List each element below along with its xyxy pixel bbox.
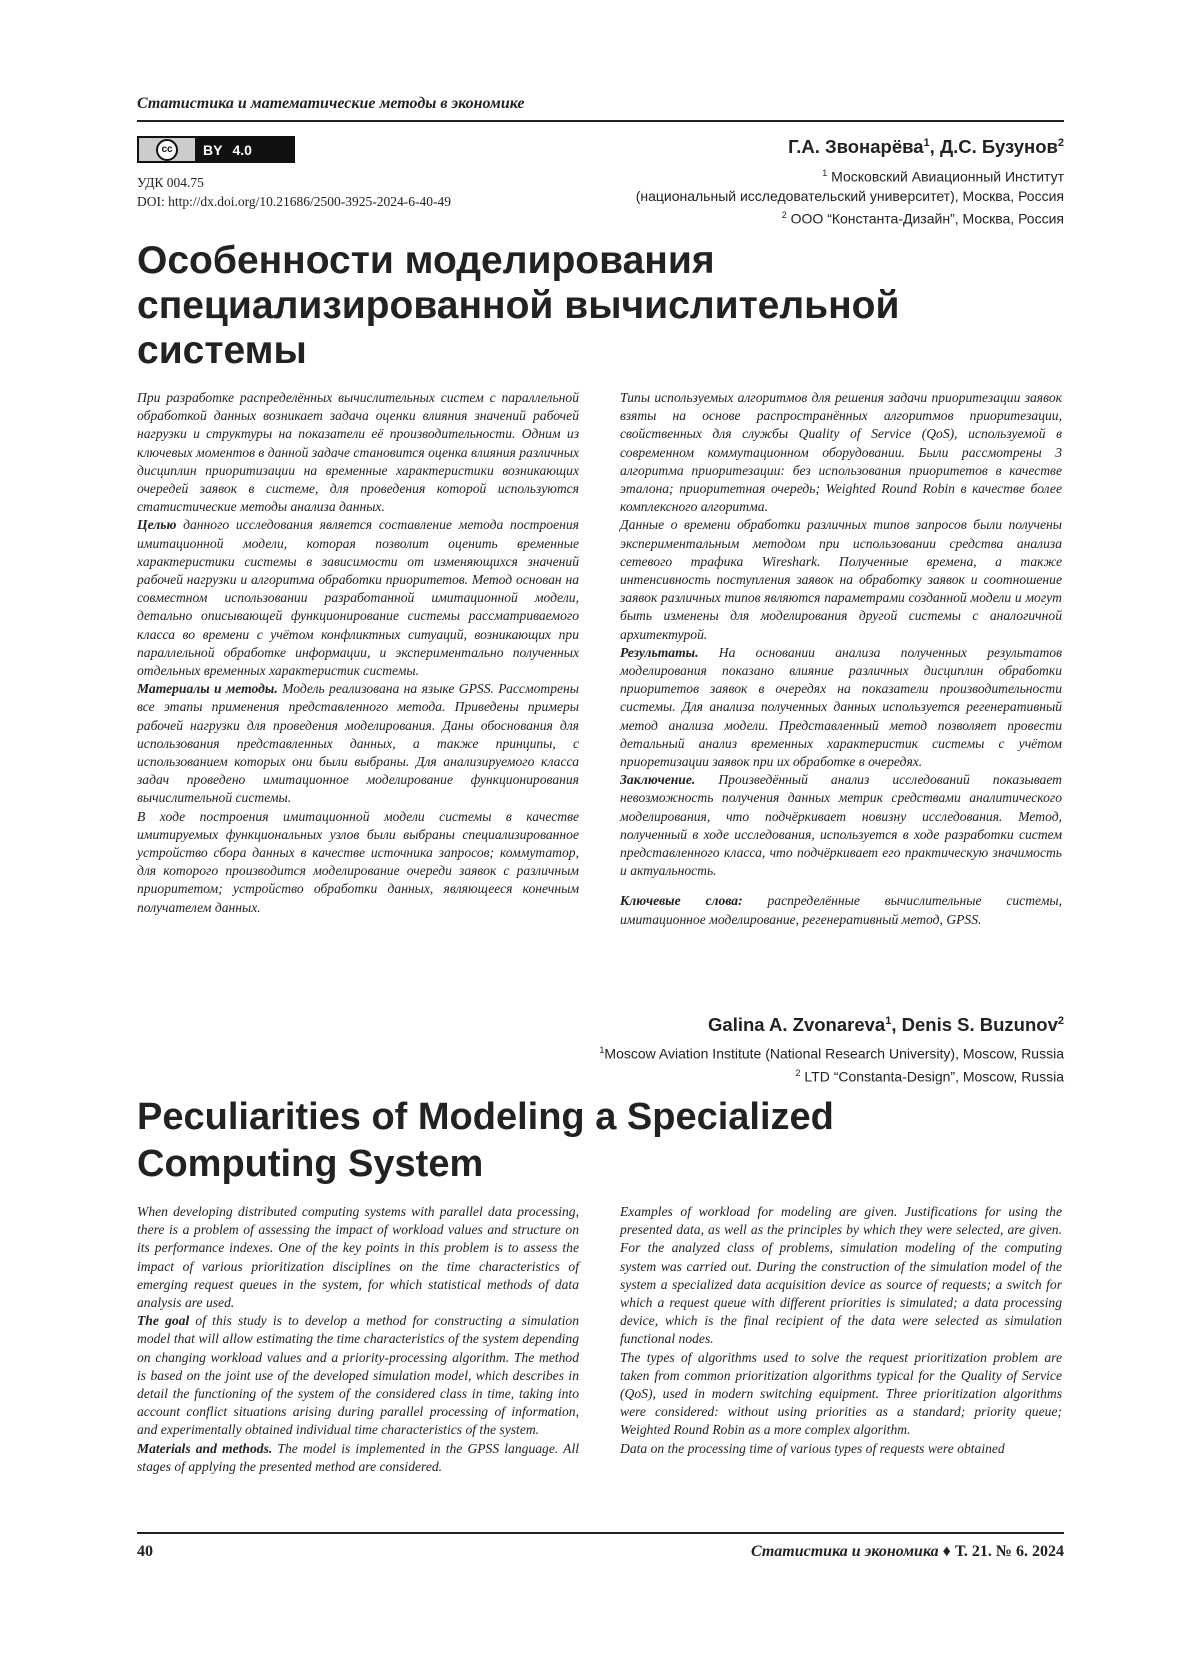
abstract-paragraph: Данные о времени обработки различных типов запросов были получены экспериментальным методом при использовании средства анализа сетевого трафика Wireshark. Полученные времена, а также интенсивность поступления заявок на обработку заявок и соотношение заявок различных типов являются параметрами созданной модели и могут быть изменены для моделирования другой системы с аналогичной архитектурой. xyxy=(620,517,1062,642)
abstract-paragraph: When developing distributed computing systems with parallel data processing, there is a problem of assessing the impact of workload values and structure on its performance indexes. One of the key points in this problem is to assess the impact of various prioritization disciplines on the time characteristics of emerging request queues in the system, for which statistical methods of data analysis are used. xyxy=(137,1204,579,1311)
doi-link[interactable]: DOI: http://dx.doi.org/10.21686/2500-3925-2024-6-40-49 xyxy=(137,194,451,209)
ru-abstract-right xyxy=(620,389,1062,929)
footer-rule xyxy=(137,1532,1064,1534)
en-author-name: Denis S. Buzunov xyxy=(901,1014,1058,1035)
abstract-paragraph: Заключение. Произведённый анализ исследований показывает невозможность получения данных метрик средствами аналитического моделирования, что подчёркивает новизну исследования. Метод, полученный в ходе исследования, используется в ходе разработки систем представленного класса, что подчёркивает его практическую значимость и актуальность. xyxy=(620,772,1062,879)
ru-author-name: Д.С. Бузунов xyxy=(939,136,1058,157)
abstract-paragraph: При разработке распределённых вычислительных систем с параллельной обработкой данных возникает задача оценки влияния значений рабочей нагрузки и структуры на показатели её производительности. Одним из ключевых моментов в данной задаче становится оценка влияния различных дисциплин приоритизации на временные характеристики возникающих очередей заявок в системе, для проведения которой используются статистические методы анализа данных. xyxy=(137,390,579,515)
en-authors: Galina A. Zvonareva$^1$, Denis S. Buzunov$^2$ xyxy=(708,1014,1064,1035)
header-rule xyxy=(137,120,1064,122)
journal-name: Статистика и экономика xyxy=(750,1543,939,1560)
cc-icon: cc xyxy=(156,139,178,161)
running-title: Статистика и математические методы в экономике xyxy=(137,95,525,112)
ru-affiliation: (национальный исследовательский университет), Москва, Россия xyxy=(635,187,1064,204)
license-badge[interactable] xyxy=(137,136,295,163)
ru-author-name: Г.А. Звонарёва xyxy=(788,136,924,157)
ru-affiliations: $^1$ Московский Авиационный Институт (национальный исследовательский университет), Москва, Россия $^2$ ООО “Константа-Дизайн”, Москва, Россия xyxy=(635,168,1064,227)
ru-affiliation: ООО “Константа-Дизайн”, Москва, Россия xyxy=(790,210,1064,227)
keywords: Ключевые слова: распределённые вычислительные системы, имитационное моделирование, регенеративный метод, GPSS. xyxy=(620,893,1062,927)
ru-affiliation: Московский Авиационный Институт xyxy=(831,168,1064,185)
footer-journal xyxy=(751,1543,1064,1561)
abstract-paragraph: Materials and methods. The model is implemented in the GPSS language. All stages of applying the presented method are considered. xyxy=(137,1440,580,1474)
ru-authors: Г.А. Звонарёва$^1$, Д.С. Бузунов$^2$ xyxy=(788,136,1064,157)
issue-info: Т. 21. № 6. 2024 xyxy=(954,1543,1064,1560)
abstract-paragraph: The types of algorithms used to solve the request prioritization problem are taken from common prioritization algorithms typical for the Quality of Service (QoS), used in modern switching equipment. Three prioritization algorithms were considered: without using priorities as a standard; priority queue; Weighted Round Robin as a more complex algorithm. xyxy=(620,1349,1062,1438)
ru-article-title: Особенности моделирования специализированной вычислительной системы xyxy=(137,239,900,372)
abstract-paragraph: Материалы и методы. Модель реализована на языке GPSS. Рассмотрены все этапы применения представленного метода. Приведены примеры рабочей нагрузки для проведения моделирования. Даны обоснования для использования представленных данных, а также принципы, с использованием которых они были выбраны. Для анализируемого класса задач проведено имитационное моделирование функционирования вычислительной системы. xyxy=(137,681,580,806)
license-label: BY xyxy=(203,141,223,158)
en-abstract-right xyxy=(620,1203,1062,1458)
en-author-name: Galina A. Zvonareva xyxy=(708,1014,886,1035)
abstract-paragraph: Результаты. На основании анализа полученных результатов моделирования показано влияние различных дисциплин обработки приоритетов заявок в очередях на показатели производительности системы. Для анализа полученных данных используется регенеративный метод анализа модели. Представленный метод позволяет провести детальный анализ временных характеристик системы с учётом приоретизации заявок при их обработке в очередях. xyxy=(620,644,1062,770)
en-abstract-left xyxy=(137,1203,579,1476)
abstract-paragraph: В ходе построения имитационной модели системы в качестве имитируемых функциональных узлов были выбраны специализированное устройство сбора данных в качестве источника запросов; коммутатор, для которого производится моделирование очереди заявок с различным приоритетом; устройство обработки данных, являющееся конечным получателем данных. xyxy=(137,808,579,915)
abstract-paragraph: Examples of workload for modeling are given. Justifications for using the presented data, as well as the principles by which they were selected, are given. For the analyzed class of problems, simulation modeling of the computing system was carried out. During the construction of the simulation model of the system a specialized data acquisition device as source of requests; a switch for which a request queue with different priorities is simulated; a data processing device, which is the final recipient of the data were selected as simulation functional nodes. xyxy=(620,1204,1062,1347)
diamond-icon: ♦ xyxy=(942,1543,951,1560)
en-article-title: Peculiarities of Modeling a Specialized Computing System xyxy=(137,1096,834,1185)
en-affiliation: LTD “Constanta-Design”, Moscow, Russia xyxy=(804,1068,1064,1085)
abstract-paragraph: Типы используемых алгоритмов для решения задачи приоритезации заявок взяты на основе распространённых алгоритмов приоритезации, свойственных для службы Quality of Service (QoS), используемой в современном коммутационном оборудовании. Были рассмотрены 3 алгоритма приоритезации: без использования приоритетов в качестве эталона; приоритетная очередь; Weighted Round Robin в качестве более комплексного алгоритма. xyxy=(620,390,1062,515)
page-number: 40 xyxy=(137,1543,153,1560)
abstract-paragraph: The goal of this study is to develop a method for constructing a simulation model that will allow estimating the time characteristics of the system depending on changing workload values and a priority-processing algorithm. The method is based on the joint use of the developed simulation model, which describes in detail the functioning of the system of the considered class in time, taking into account conflict situations arising during parallel processing of information, and experimentally obtained individual time characteristics of the system. xyxy=(137,1313,579,1438)
en-affiliation: Moscow Aviation Institute (National Research University), Moscow, Russia xyxy=(604,1045,1064,1062)
abstract-paragraph: Целью данного исследования является составление метода построения имитационной модели, которая позволит оценить временные характеристики системы в зависимости от изменяющихся значений рабочей нагрузки и алгоритма обработки приоритетов. Метод основан на совместном использовании разработанной имитационной модели, детально описывающей функционирование системы рассматриваемого класса во времени с учётом конфликтных ситуаций, возникающих при параллельной обработке информации, и экспериментально полученных отдельных временных характеристик системы. xyxy=(137,517,579,679)
udk-code: УДК 004.75 xyxy=(137,175,204,190)
license-version: 4.0 xyxy=(232,141,252,158)
ru-abstract-left xyxy=(137,389,579,917)
abstract-paragraph: Data on the processing time of various types of requests were obtained xyxy=(620,1440,1005,1456)
en-affiliations: $^1$Moscow Aviation Institute (National Research University), Moscow, Russia $^2$ LTD “Constanta-Design”, Moscow, Russia xyxy=(599,1045,1064,1085)
